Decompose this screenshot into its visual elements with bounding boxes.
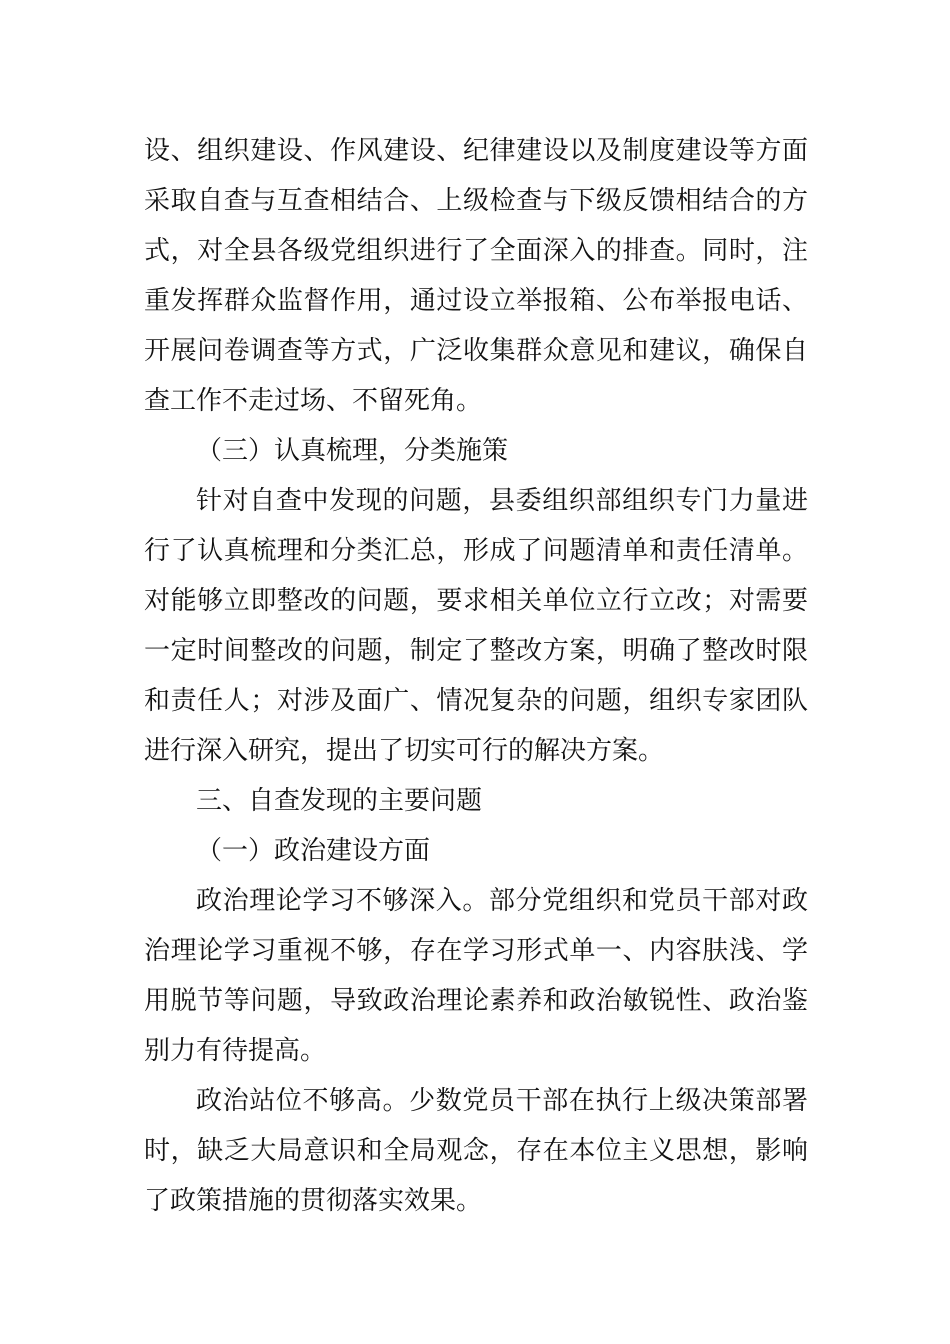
text-line: 和责任人；对涉及面广、情况复杂的问题，组织专家团队: [144, 686, 808, 716]
text-line: 别力有待提高。: [144, 1036, 327, 1066]
text-line: 查工作不走过场、不留死角。: [144, 386, 483, 416]
text-line: 采取自查与互查相结合、上级检查与下级反馈相结合的方: [144, 186, 808, 216]
paragraph-first-line: 政治站位不够高。少数党员干部在执行上级决策部署: [196, 1086, 808, 1116]
paragraph-first-line: 政治理论学习不够深入。部分党组织和党员干部对政: [196, 886, 808, 916]
text-line: 开展问卷调查等方式，广泛收集群众意见和建议，确保自: [144, 336, 808, 366]
text-line: 用脱节等问题，导致政治理论素养和政治敏锐性、政治鉴: [144, 986, 808, 1016]
text-line: 进行深入研究，提出了切实可行的解决方案。: [144, 736, 665, 766]
text-line: 对能够立即整改的问题，要求相关单位立行立改；对需要: [144, 586, 808, 616]
section-heading-1: （一）政治建设方面: [196, 836, 431, 866]
text-line: 重发挥群众监督作用，通过设立举报箱、公布举报电话、: [144, 286, 808, 316]
section-heading-3: （三）认真梳理，分类施策: [196, 436, 509, 466]
text-line: 式，对全县各级党组织进行了全面深入的排查。同时，注: [144, 236, 808, 266]
text-line: 一定时间整改的问题，制定了整改方案，明确了整改时限: [144, 636, 808, 666]
text-line: 治理论学习重视不够，存在学习形式单一、内容肤浅、学: [144, 936, 808, 966]
paragraph-first-line: 针对自查中发现的问题，县委组织部组织专门力量进: [196, 486, 808, 516]
chapter-heading: 三、自查发现的主要问题: [196, 786, 483, 816]
text-line: 行了认真梳理和分类汇总，形成了问题清单和责任清单。: [144, 536, 808, 566]
text-line: 设、组织建设、作风建设、纪律建设以及制度建设等方面: [144, 136, 808, 166]
text-line: 了政策措施的贯彻落实效果。: [144, 1186, 483, 1216]
text-line: 时，缺乏大局意识和全局观念，存在本位主义思想，影响: [144, 1136, 808, 1166]
